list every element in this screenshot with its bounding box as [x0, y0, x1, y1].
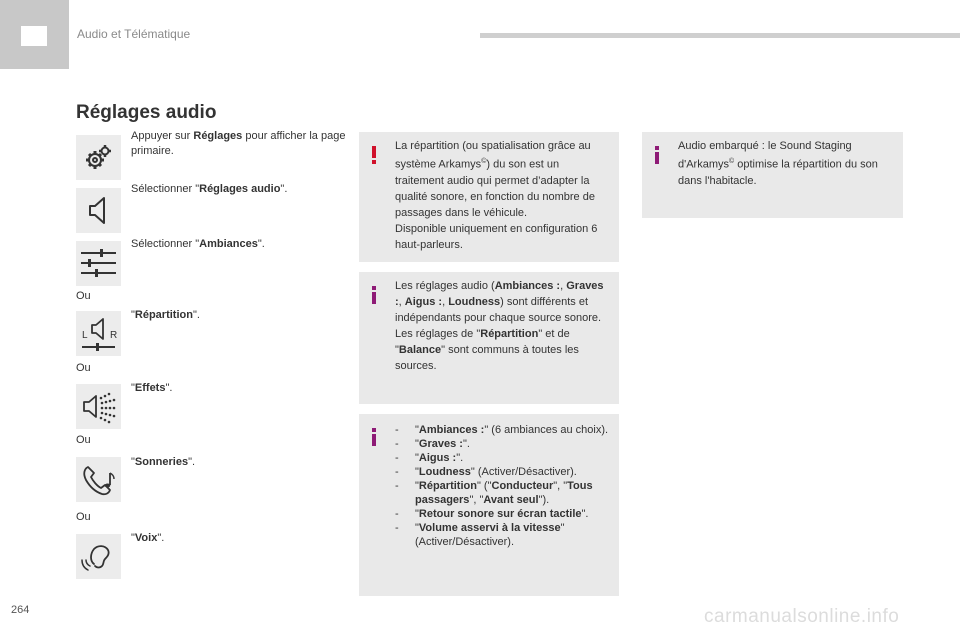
corner-tab-inner	[21, 26, 47, 46]
balance-icon	[76, 311, 121, 356]
sound-effects-icon	[76, 384, 121, 429]
page-number: 264	[11, 604, 30, 616]
audio-options-panel	[359, 414, 619, 596]
list-item: - "Volume asservi à la vitesse" (Activer/Désactiver).	[395, 522, 565, 548]
step-repartition: "Répartition".	[131, 309, 200, 321]
section-title: Audio et Télématique	[77, 27, 191, 41]
svg-text:L: L	[82, 330, 88, 341]
step-audio-settings: Sélectionner "Réglages audio".	[131, 183, 288, 195]
watermark: carmanualsonline.info	[704, 606, 900, 627]
gears-icon	[76, 135, 121, 180]
ou-label: Ou	[76, 290, 91, 302]
list-item: - "Aigus :".	[395, 452, 464, 464]
step-voice: "Voix".	[131, 532, 165, 544]
step-ambiances: Sélectionner "Ambiances".	[131, 238, 265, 250]
ou-label: Ou	[76, 362, 91, 374]
list-item: - "Répartition" ("Conducteur", "Tous passagers", "Avant seul").	[395, 480, 593, 506]
list-item: - "Retour sonore sur écran tactile".	[395, 508, 589, 520]
embedded-audio-text: Audio embarqué : le Sound Staging d'Arkamys© optimise la répartition du son dans l'habitacle.	[678, 140, 878, 187]
step-ringtones: "Sonneries".	[131, 456, 196, 468]
settings-info-text: Les réglages audio (Ambiances :, Graves :, Aigus :, Loudness) sont différents et indépendants pour chaque source sonore. Les réglages de "Répartition" et de "Balance" sont communs à toutes les sources.	[395, 280, 604, 372]
step-settings: Appuyer sur Réglages pour afficher la page primaire.	[131, 130, 346, 157]
list-item: - "Loudness" (Activer/Désactiver).	[395, 466, 577, 478]
info-icon	[367, 284, 381, 306]
settings-info-panel	[359, 272, 619, 404]
equalizer-icon	[76, 241, 121, 286]
embedded-audio-panel	[642, 132, 903, 218]
voice-icon	[76, 534, 121, 579]
ou-label: Ou	[76, 511, 91, 523]
speaker-icon	[76, 188, 121, 233]
svg-text:R: R	[110, 330, 118, 341]
corner-tab	[0, 0, 69, 69]
info-icon	[650, 144, 664, 166]
warning-panel	[359, 132, 619, 262]
info-icon	[367, 426, 381, 448]
warning-icon	[367, 144, 381, 166]
header-rule	[480, 33, 960, 38]
ou-label: Ou	[76, 434, 91, 446]
phone-ringtone-icon	[76, 457, 121, 502]
audio-options-list	[395, 423, 611, 549]
step-effects: "Effets".	[131, 382, 173, 394]
list-item: - "Ambiances :" (6 ambiances au choix).	[395, 424, 609, 436]
page-title: Réglages audio	[76, 102, 217, 123]
list-item: - "Graves :".	[395, 438, 470, 450]
warning-text: La répartition (ou spatialisation grâce au système Arkamys©) du son est un traitement audio qui permet d’adapter la qualité sonore, en fonction du nombre de passages dans le véhicule. Disponible uniquement en configuration 6 haut-parleurs.	[395, 140, 598, 251]
